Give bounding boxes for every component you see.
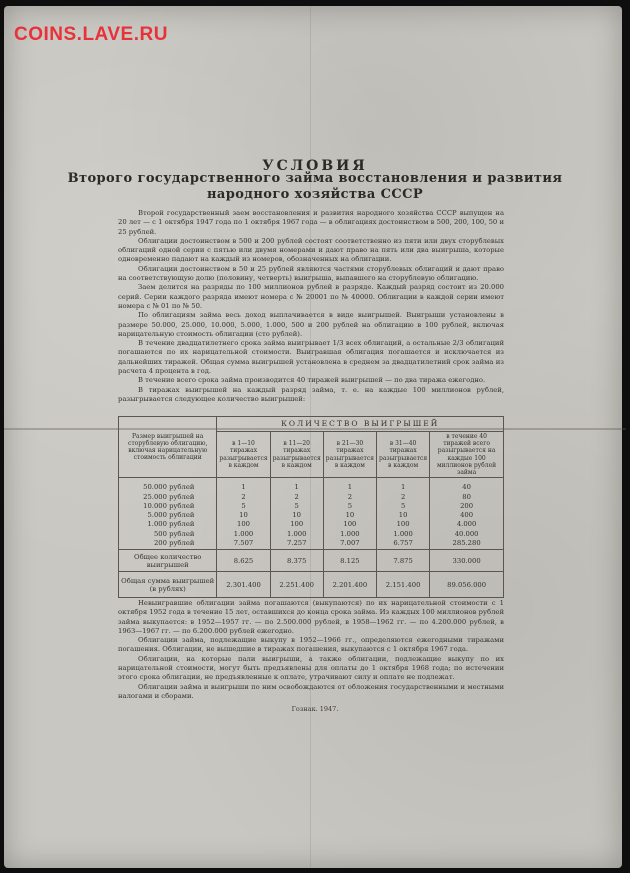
cell: 10 xyxy=(345,511,355,520)
cell: 5 xyxy=(294,501,299,510)
prize-table xyxy=(118,416,504,598)
cell: 2.201.400 xyxy=(323,572,376,598)
cell: 1 xyxy=(241,483,246,492)
cell: 2 xyxy=(347,492,353,501)
column-header: в 31—40 тиражах разыгрывается в каждом xyxy=(377,432,430,478)
title-line-1: Второго государственного займа восстановления и развития xyxy=(67,171,563,186)
cell: 6.757 xyxy=(393,539,413,547)
cell: 7.507 xyxy=(233,539,254,547)
column-header: в 11—20 тиражах разыгрывается в каждом xyxy=(270,432,323,478)
cell: 4.000 xyxy=(456,520,477,529)
cell: 10 xyxy=(398,511,408,520)
cell: 285.280 xyxy=(452,539,481,547)
prize-labels xyxy=(119,478,217,550)
prize-label: 5.000 рублей xyxy=(147,511,195,520)
cell: 1.000 xyxy=(233,529,254,538)
prize-label: 1.000 рублей xyxy=(147,520,195,529)
printer-imprint: Гознак. 1947. xyxy=(291,705,339,713)
terms-paragraph: Облигации, на которые пали выигрыши, а также облигации, подлежащие выкупу по их нарицательной стоимости, могут быть предъявлены для оплаты до 1 октября 1968 года; по истечении этого срока облигации, не предъявленные к оплате, утрачивают силу и оплате не подлежат. xyxy=(118,654,504,682)
cell: 2 xyxy=(294,492,299,501)
terms-paragraph: Второй государственный заем восстановления и развития народного хозяйства СССР выпущен на 20 лет — с 1 октября 1947 года по 1 октября 1967 года — в облигациях достоинством в 500, 200, 100, 50 и 25 рублей. xyxy=(118,209,504,236)
terms-paragraph: Облигации займа и выигрыши по ним освобождаются от обложения государственными и местными налогами и сборами. xyxy=(118,682,504,700)
terms-paragraph: Невыигравшие облигации займа погашаются (выкупаются) по их нарицательной стоимости с 1 октября 1952 года в течение 15 лет, оставшихся до конца срока займа. Из каждых 100 миллионов рублей займа выкупается: в 1952—1957 гг. — по 2.500.000 рублей, в 1958—1962 гг. — по 4.200.000 рублей, в 1963—1967 гг. — по 6.200.000 рублей ежегодно. xyxy=(118,599,504,635)
prize-label: 50.000 рублей xyxy=(143,483,195,492)
row-header: Размер выигрышей на сторублевую облигацию, включая нарицательную стоимость облигации xyxy=(119,417,217,478)
cell: 1 xyxy=(400,483,406,492)
cell: 5 xyxy=(400,501,406,510)
terms-paragraph: По облигациям займа весь доход выплачивается в виде выигрышей. Выигрыши установлены в размере 50.000, 25.000, 10.000, 5.000, 1.000, 500 и 200 рублей на облигацию в 100 рублей, включая нарицательную стоимость облигации (сто рублей). xyxy=(118,311,504,338)
cell: 100 xyxy=(396,520,410,529)
column-header: в 1—10 тиражах разыгрывается в каждом xyxy=(217,432,270,478)
terms-paragraph: Облигации достоинством в 50 и 25 рублей являются частями сторублевых облигаций и дают право на соответствующую долю (половину, четверть) выигрыша, выпавшего на сторублевую облигацию. xyxy=(118,264,504,283)
cell: 2.151.400 xyxy=(377,572,430,598)
cell: 8.125 xyxy=(323,550,376,572)
col-draws-11-20 xyxy=(270,478,323,550)
cell: 2 xyxy=(400,492,406,501)
column-header: в 21—30 тиражах разыгрывается в каждом xyxy=(323,432,376,478)
cell: 40 xyxy=(462,483,471,492)
cell: 100 xyxy=(290,520,304,529)
terms-paragraph: В тиражах выигрышей на каждый разряд займа, т. е. на каждые 100 миллионов рублей, разыгрывается следующее количество выигрышей: xyxy=(118,385,504,403)
cell: 7.257 xyxy=(286,539,307,547)
cell: 1 xyxy=(294,483,299,492)
cell: 1 xyxy=(347,483,353,492)
prize-label: 25.000 рублей xyxy=(143,492,195,501)
total-sum-label: Общая сумма выигрышей (в рублях) xyxy=(119,572,217,598)
cell: 100 xyxy=(237,520,250,529)
cell: 1.000 xyxy=(286,529,307,538)
title-heading: УСЛОВИЯ xyxy=(262,158,368,174)
cell: 1.000 xyxy=(340,529,360,538)
col-draws-21-30 xyxy=(323,478,376,550)
cell: 7.007 xyxy=(340,539,360,547)
cell: 40.000 xyxy=(454,529,479,538)
cell: 200 xyxy=(460,501,474,510)
col-draws-1-10 xyxy=(217,478,270,550)
cell: 89.056.000 xyxy=(430,572,504,598)
col-draws-31-40 xyxy=(377,478,430,550)
cell: 8.625 xyxy=(217,550,270,572)
cell: 10 xyxy=(292,511,302,520)
cell: 10 xyxy=(239,511,248,520)
terms-paragraph: В течение всего срока займа производится 40 тиражей выигрышей — по два тиража ежегодно. xyxy=(138,376,486,385)
site-watermark: COINS.LAVE.RU xyxy=(14,24,168,45)
cell: 2.251.400 xyxy=(270,572,323,598)
cell: 100 xyxy=(343,520,357,529)
terms-paragraph: Облигации достоинством в 500 и 200 рублей состоят соответственно из пяти или двух сторублевых облигаций одной серии с пятью или двумя номерами и дают право на пять или два выигрыша, которые одновременно падают на каждый из номеров, обозначенных на облигации. xyxy=(118,236,504,264)
cell: 80 xyxy=(462,492,471,501)
terms-paragraph: В течение двадцатилетнего срока займа выигрывает 1/3 всех облигаций, а остальные 2/3 облигаций погашаются по их нарицательной стоимости. Выигравшая облигация погашается и исключается из дальнейших тиражей. Общая сумма выигрышей установлена в среднем за двадцатилетний срок займа из расчета 4 процента в год. xyxy=(118,339,504,376)
cell: 1.000 xyxy=(393,529,413,538)
title-line-2: народного хозяйства СССР xyxy=(206,187,424,202)
prize-label: 10.000 рублей xyxy=(143,501,195,510)
terms-paragraph: Заем делится на разряды по 100 миллионов рублей в разряде. Каждый разряд состоит из 20.000 серий. Серии каждого разряда имеют номера с № 20001 по № 40000. Облигации в каждой серии имеют номера с № 01 по № 50. xyxy=(118,283,504,310)
terms-paragraph: Облигации займа, подлежащие выкупу в 1952—1966 гг., определяются ежегодными тиражами погашения. Облигации, не вышедшие в тиражах погашения, выкупаются с 1 октября 1967 года. xyxy=(118,636,504,654)
cell: 330.000 xyxy=(430,550,504,572)
prize-label: 500 рублей xyxy=(153,529,195,538)
title-subtitle xyxy=(0,171,630,203)
prize-label: 200 рублей xyxy=(153,539,195,547)
col-total-40-draws xyxy=(430,478,504,550)
cell: 5 xyxy=(347,501,353,510)
terms-bottom xyxy=(118,599,504,701)
column-header: в течение 40 тиражей всего разыгрывается на каждые 100 миллионов рублей займа xyxy=(430,432,504,478)
cell: 400 xyxy=(460,511,474,520)
cell: 2.301.400 xyxy=(217,572,270,598)
terms-top xyxy=(118,209,504,404)
cell: 5 xyxy=(241,501,246,510)
total-count-label: Общее количество выигрышей xyxy=(119,550,217,572)
cell: 8.375 xyxy=(270,550,323,572)
cell: 2 xyxy=(241,492,246,501)
cell: 7.875 xyxy=(377,550,430,572)
group-header: КОЛИЧЕСТВО ВЫИГРЫШЕЙ xyxy=(217,417,504,432)
